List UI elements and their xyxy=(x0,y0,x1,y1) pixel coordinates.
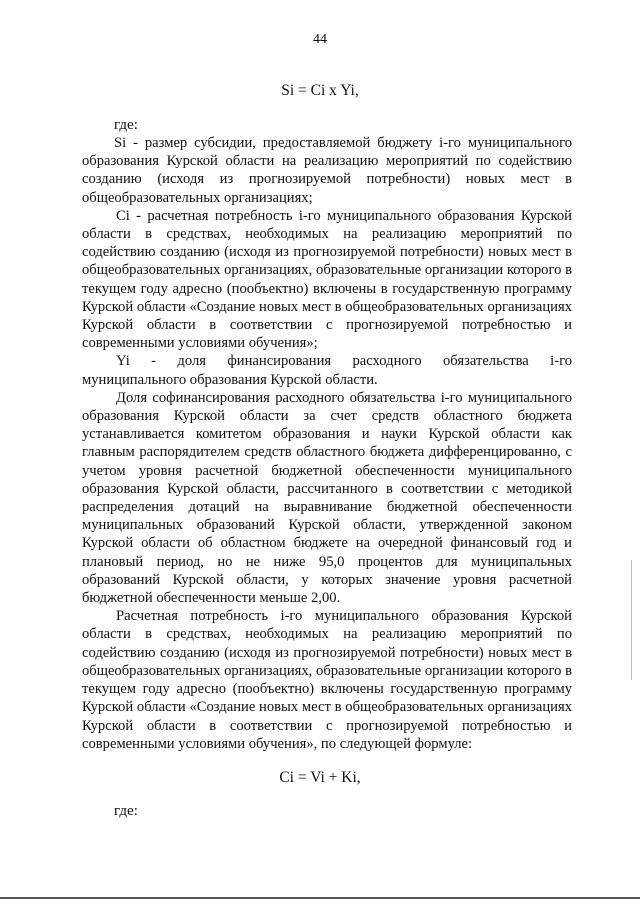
where-label-2: где: xyxy=(114,803,138,819)
paragraph-calculated-need: Расчетная потребность i-го муниципального образования Курской области в средствах, необходимых на реализацию мероприятий по содействию созданию (исходя из прогнозируемой потребности) новых мест в общеобразовательных организациях, образовательные организации которого в текущем году адресно (пообъектно) включены государственную программу Курской области «Создание новых мест в общеобразовательных организациях Курской области в соответствии с прогнозируемой потребностью и современными условиями обучения», по следующей формуле: xyxy=(82,608,572,752)
paragraph-cofinancing-share: Доля софинансирования расходного обязательства i-го муниципального образования Курской области за счет средств областного бюджета устанавливается комитетом образования и науки Курской области как главным распорядителем средств областного бюджета дифференцированно, с учетом уровня расчетной бюджетной обеспеченности муниципального образования Курской области, рассчитанного в соответствии с методикой распределения дотаций на выравнивание бюджетной обеспеченности муниципальных образований Курской области, утвержденной законом Курской области об областном бюджете на очередной финансовый год и плановый период, но не ниже 95,0 процентов для муниципальных образований Курской области, у которых значение уровня расчетной бюджетной обеспеченности меньше 2,00. xyxy=(82,389,572,607)
scan-edge-mark xyxy=(631,560,632,680)
formula-calculated-need: Ci = Vi + Ki, xyxy=(279,769,361,786)
page-number: 44 xyxy=(313,32,327,47)
paragraph-yi-definition: Yi - доля финансирования расходного обязательства i-го муниципального образования Курской области. xyxy=(82,353,572,388)
scan-bottom-edge xyxy=(0,897,640,899)
body-text xyxy=(82,134,572,753)
paragraph-ci-definition: Ci - расчетная потребность i-го муниципального образования Курской области в средствах, необходимых на реализацию мероприятий по содействию созданию (исходя из прогнозируемой потребности) новых мест в общеобразовательных организациях, образовательные организации которого в текущем году адресно (пообъектно) включены в государственную программу Курской области «Создание новых мест в общеобразовательных организациях Курской области в соответствии с прогнозируемой потребностью и современными условиями обучения»; xyxy=(82,207,572,352)
paragraph-si-definition: Si - размер субсидии, предоставляемой бюджету i-го муниципального образования Курской области на реализацию мероприятий по содействию созданию (исходя из прогнозируемой потребности) новых мест в общеобразовательных организациях; xyxy=(82,135,572,206)
where-label: где: xyxy=(114,117,138,133)
formula-subsidy: Si = Ci x Yi, xyxy=(281,82,359,99)
